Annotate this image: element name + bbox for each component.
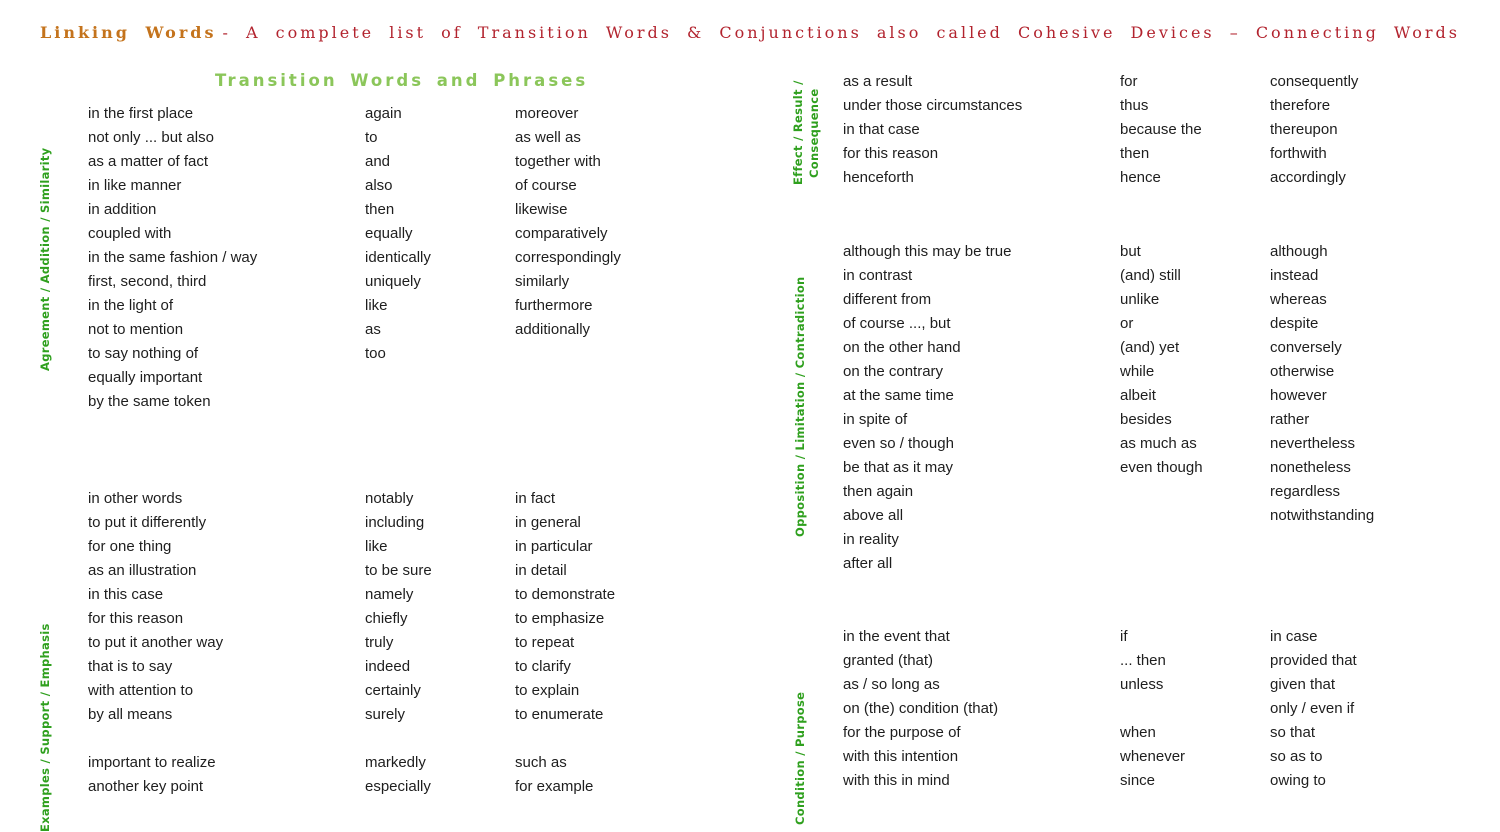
word-item: with attention to [88, 682, 194, 699]
word-item [88, 727, 368, 751]
word-item: to demonstrate [515, 586, 616, 603]
word-item: to emphasize [515, 610, 605, 627]
word-item: comparatively [515, 225, 608, 242]
word-item: while [1120, 363, 1155, 380]
word-item: because the [1120, 121, 1202, 138]
agreement-column-3 [515, 102, 685, 342]
section-heading-transition-words: Transition Words and Phrases [215, 71, 589, 90]
word-item: although [1270, 243, 1328, 260]
word-item: on the contrary [843, 363, 944, 380]
word-item: in particular [515, 538, 593, 555]
word-item: so as to [1270, 748, 1323, 765]
word-item: or [1120, 315, 1134, 332]
word-item: ... then [1120, 652, 1166, 669]
word-item: otherwise [1270, 363, 1335, 380]
word-item: but [1120, 243, 1141, 260]
word-item: forthwith [1270, 145, 1327, 162]
word-item: of course ..., but [843, 315, 951, 332]
category-label-examples-support-emphasis: Examples / Support / Emphasis [38, 623, 52, 832]
word-item: even so / though [843, 435, 954, 452]
word-item: markedly [365, 754, 426, 771]
word-item: in other words [88, 490, 183, 507]
word-item: as / so long as [843, 676, 940, 693]
word-item: for one thing [88, 538, 172, 555]
word-item: certainly [365, 682, 421, 699]
word-item: to put it differently [88, 514, 207, 531]
word-item: in contrast [843, 267, 913, 284]
word-item: furthermore [515, 297, 593, 314]
word-item: identically [365, 249, 431, 266]
word-item: indeed [365, 658, 411, 675]
opposition-column-2 [1120, 240, 1270, 480]
word-item: in the light of [88, 297, 174, 314]
word-item: after all [843, 555, 893, 572]
word-item: as an illustration [88, 562, 197, 579]
word-item: besides [1120, 411, 1172, 428]
effect-column-1 [843, 70, 1123, 190]
word-item: equally important [88, 369, 203, 386]
word-item: thereupon [1270, 121, 1338, 138]
word-item: so that [1270, 724, 1316, 741]
word-item: by the same token [88, 393, 211, 410]
agreement-column-2 [365, 102, 515, 366]
word-item: on the other hand [843, 339, 961, 356]
word-item: of course [515, 177, 577, 194]
title-subtitle: - A complete list of Transition Words & Conjunctions also called Cohesive Devices – Connecting Words [222, 23, 1460, 42]
word-item: for this reason [843, 145, 939, 162]
word-item: correspondingly [515, 249, 621, 266]
word-item: in general [515, 514, 581, 531]
page-title [0, 23, 1500, 42]
word-item: unless [1120, 676, 1164, 693]
word-item: as well as [515, 129, 581, 146]
word-item: to enumerate [515, 706, 604, 723]
word-item: not to mention [88, 321, 184, 338]
word-item: such as [515, 754, 567, 771]
word-item: hence [1120, 169, 1161, 186]
word-item: given that [1270, 676, 1336, 693]
word-item: to [365, 129, 378, 146]
word-item: despite [1270, 315, 1319, 332]
agreement-column-1 [88, 102, 368, 414]
word-item: albeit [1120, 387, 1156, 404]
word-item: like [365, 297, 388, 314]
word-item: to explain [515, 682, 580, 699]
word-item: however [1270, 387, 1327, 404]
word-item: in fact [515, 490, 556, 507]
word-item: again [365, 105, 402, 122]
category-label-condition-purpose: Condition / Purpose [793, 691, 807, 825]
effect-column-3 [1270, 70, 1450, 190]
word-item: instead [1270, 267, 1319, 284]
word-item: in reality [843, 531, 899, 548]
word-item: accordingly [1270, 169, 1346, 186]
word-item: notably [365, 490, 414, 507]
word-item: to clarify [515, 658, 571, 675]
word-item: regardless [1270, 483, 1341, 500]
word-item: not only ... but also [88, 129, 214, 146]
examples-column-3 [515, 487, 685, 799]
word-item: likewise [515, 201, 568, 218]
word-item: in spite of [843, 411, 908, 428]
opposition-column-1 [843, 240, 1123, 576]
word-item: on (the) condition (that) [843, 700, 999, 717]
word-item: in this case [88, 586, 164, 603]
word-item: with this intention [843, 748, 959, 765]
word-item: equally [365, 225, 413, 242]
word-item: (and) still [1120, 267, 1181, 284]
word-item: in that case [843, 121, 920, 138]
word-item: for the purpose of [843, 724, 961, 741]
word-item: important to realize [88, 754, 216, 771]
examples-column-1 [88, 487, 368, 799]
word-item: (and) yet [1120, 339, 1180, 356]
word-item: since [1120, 772, 1156, 789]
word-item: then [1120, 145, 1150, 162]
word-item: as a result [843, 73, 913, 90]
word-item: uniquely [365, 273, 421, 290]
category-label-opposition-limitation-contradiction: Opposition / Limitation / Contradiction [793, 276, 807, 538]
word-item: to be sure [365, 562, 432, 579]
word-item: additionally [515, 321, 591, 338]
word-item: thus [1120, 97, 1149, 114]
word-item [1120, 697, 1270, 721]
word-item: be that as it may [843, 459, 954, 476]
word-item: to put it another way [88, 634, 224, 651]
word-item: first, second, third [88, 273, 207, 290]
word-item: namely [365, 586, 414, 603]
word-item: as a matter of fact [88, 153, 209, 170]
word-item: rather [1270, 411, 1310, 428]
word-item: nonetheless [1270, 459, 1351, 476]
word-item: in detail [515, 562, 567, 579]
word-item: although this may be true [843, 243, 1012, 260]
word-item: nevertheless [1270, 435, 1356, 452]
word-item: in like manner [88, 177, 182, 194]
opposition-column-3 [1270, 240, 1450, 528]
word-item: for example [515, 778, 594, 795]
word-item: then again [843, 483, 914, 500]
title-brand: Linking Words [40, 23, 217, 42]
word-item: as [365, 321, 381, 338]
word-item: surely [365, 706, 406, 723]
word-item: under those circumstances [843, 97, 1023, 114]
word-item: only / even if [1270, 700, 1355, 717]
word-item: that is to say [88, 658, 173, 675]
examples-column-2 [365, 487, 515, 799]
word-item: and [365, 153, 391, 170]
word-item: for [1120, 73, 1138, 90]
word-item: truly [365, 634, 394, 651]
word-item: at the same time [843, 387, 954, 404]
word-item: also [365, 177, 393, 194]
word-item: in the first place [88, 105, 194, 122]
word-item: to repeat [515, 634, 575, 651]
word-item: as much as [1120, 435, 1197, 452]
word-item: unlike [1120, 291, 1160, 308]
word-item: moreover [515, 105, 579, 122]
word-item: in case [1270, 628, 1318, 645]
word-item: above all [843, 507, 904, 524]
condition-column-3 [1270, 625, 1450, 793]
word-item: then [365, 201, 395, 218]
word-item: in addition [88, 201, 157, 218]
word-item: coupled with [88, 225, 172, 242]
word-item: owing to [1270, 772, 1326, 789]
word-item: with this in mind [843, 772, 950, 789]
word-item: provided that [1270, 652, 1357, 669]
word-item: granted (that) [843, 652, 934, 669]
word-item: to say nothing of [88, 345, 199, 362]
word-item: notwithstanding [1270, 507, 1375, 524]
word-item: in the same fashion / way [88, 249, 258, 266]
word-item: even though [1120, 459, 1203, 476]
word-item: in the event that [843, 628, 950, 645]
word-item: like [365, 538, 388, 555]
condition-column-2 [1120, 625, 1270, 793]
category-label-effect-result-consequence: Effect / Result / Consequence [791, 80, 821, 186]
word-item: when [1120, 724, 1156, 741]
category-label-agreement-addition-similarity: Agreement / Addition / Similarity [38, 147, 52, 371]
word-item: different from [843, 291, 932, 308]
word-item [515, 727, 685, 751]
word-item: together with [515, 153, 601, 170]
word-item: too [365, 345, 386, 362]
word-item: by all means [88, 706, 173, 723]
word-item: consequently [1270, 73, 1359, 90]
word-item: especially [365, 778, 431, 795]
word-item: whenever [1120, 748, 1186, 765]
word-item: for this reason [88, 610, 184, 627]
word-item [365, 727, 515, 751]
word-item: henceforth [843, 169, 914, 186]
effect-column-2 [1120, 70, 1270, 190]
word-item: whereas [1270, 291, 1327, 308]
word-item: conversely [1270, 339, 1342, 356]
word-item: chiefly [365, 610, 408, 627]
word-item: therefore [1270, 97, 1331, 114]
word-item: including [365, 514, 425, 531]
word-item: if [1120, 628, 1128, 645]
word-item: another key point [88, 778, 204, 795]
word-item: similarly [515, 273, 570, 290]
condition-column-1 [843, 625, 1123, 793]
